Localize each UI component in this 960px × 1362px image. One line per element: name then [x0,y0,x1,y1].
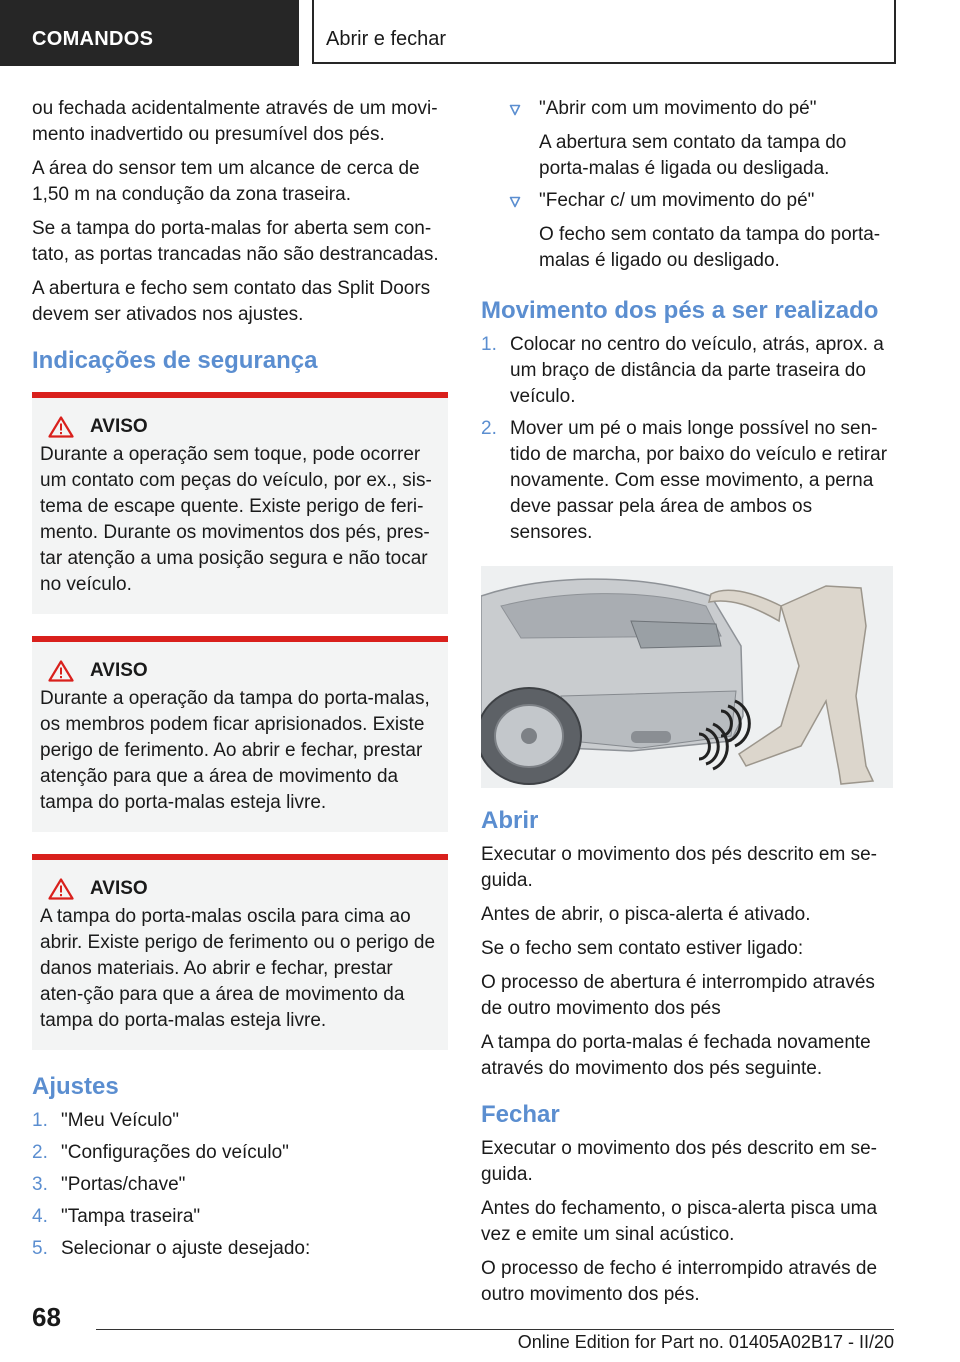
page-number: 68 [32,1302,61,1332]
section-title: COMANDOS [32,28,154,50]
warning-text: A tampa do porta-malas oscila para cima ao abrir. Existe perigo de ferimento ou o perigo de danos materiais. Ao abrir e fechar, prestar aten-ção para que a área de movimento da tampa do porta-malas esteja livre. [40,906,436,1031]
open-paragraph: A tampa do porta-malas é fechada novamente através do movimento dos pés seguinte. [481,1032,871,1079]
list-item: 2. Mover um pé o mais longe possível no sen-tido de marcha, por baixo do veículo e retirar novamente. Com esse movimento, a perna deve passar pela área de ambos os sensores. [481,418,888,543]
intro-paragraph: ou fechada acidentalmente através de um movi-mento inadvertido ou presumível dos pés. [32,98,438,145]
list-item: 1. "Meu Veículo" [32,1110,180,1131]
edition-footer: Online Edition for Part no. 01405A02B17 - II/20 [517,1332,894,1352]
open-paragraph: Antes de abrir, o pisca-alerta é ativado. [481,904,811,925]
close-paragraph: O processo de fecho é interrompido através de outro movimento dos pés. [481,1258,878,1305]
intro-paragraph: A abertura e fecho sem contato das Split Doors devem ser ativados nos ajustes. [32,278,431,325]
warning-triangle-icon [48,660,74,682]
triangle-bullet-icon [509,196,521,208]
setting-options [509,96,893,274]
intro-paragraph: Se a tampa do porta-malas for aberta sem con-tato, as portas trancadas não são destrancadas. [32,218,439,265]
open-paragraph: Se o fecho sem contato estiver ligado: [481,938,804,959]
settings-heading: Ajustes [32,1073,119,1100]
page-header [0,0,960,66]
chapter-tab [312,0,896,64]
list-item [509,96,893,182]
warning-triangle-icon [48,878,74,900]
option-description: A abertura sem contato da tampa do porta-malas é ligada ou desligada. [539,132,847,179]
warning-triangle-icon [48,416,74,438]
warning-text: Durante a operação sem toque, pode ocorrer um contato com peças do veículo, por ex., sis-tema de escape quente. Existe perigo de feri-mento. Durante os movimentos dos pés, pres-tar atenção a uma posição segura e não tocar no veículo. [40,444,432,595]
warning-label: AVISO [90,416,148,437]
triangle-bullet-icon [509,104,521,116]
list-item: 5. Selecionar o ajuste desejado: [32,1238,311,1259]
open-paragraph: O processo de abertura é interrompido através de outro movimento dos pés [481,972,875,1019]
chapter-title: Abrir e fechar [326,28,447,50]
warning-box [32,636,448,832]
warning-text: Durante a operação da tampa do porta-malas, os membros podem ficar aprisionados. Existe perigo de ferimento. Ao abrir e fechar, prestar atenção para que a área de movimento da tampa do porta-malas esteja livre. [40,688,430,813]
option-label: "Fechar c/ um movimento do pé" [539,190,815,211]
warning-box [32,392,448,614]
open-paragraph: Executar o movimento dos pés descrito em se-guida. [481,844,878,891]
settings-steps [32,1108,448,1262]
intro-paragraph: A área do sensor tem um alcance de cerca de 1,50 m na condução da zona traseira. [32,158,420,205]
close-heading: Fechar [481,1101,560,1128]
list-item: 4. "Tampa traseira" [32,1206,201,1227]
warning-title [40,660,440,682]
option-description: O fecho sem contato da tampa do porta-malas é ligado ou desligado. [539,224,881,271]
warning-box [32,854,448,1050]
safety-heading: Indicações de segurança [32,347,318,374]
close-paragraph: Antes do fechamento, o pisca-alerta pisca uma vez e emite um sinal acústico. [481,1198,878,1245]
option-label: "Abrir com um movimento do pé" [539,98,817,119]
close-paragraph: Executar o movimento dos pés descrito em se-guida. [481,1138,878,1185]
warning-title [40,416,440,438]
movement-steps [481,332,893,546]
section-tab [0,0,299,66]
list-item: 1. Colocar no centro do veículo, atrás, aprox. a um braço de distância da parte traseira do veículo. [481,334,884,407]
foot-gesture-illustration [481,566,893,788]
list-item: 3. "Portas/chave" [32,1174,186,1195]
car-rear-illustration [481,566,893,788]
left-column [32,96,448,1268]
movement-heading: Movimento dos pés a ser realizado [481,297,879,324]
open-heading: Abrir [481,807,539,834]
warning-label: AVISO [90,878,148,899]
list-item [509,188,893,274]
footer-divider [96,1329,894,1330]
right-column [481,96,893,1316]
warning-title [40,878,440,900]
list-item: 2. "Configurações do veículo" [32,1142,289,1163]
warning-label: AVISO [90,660,148,681]
